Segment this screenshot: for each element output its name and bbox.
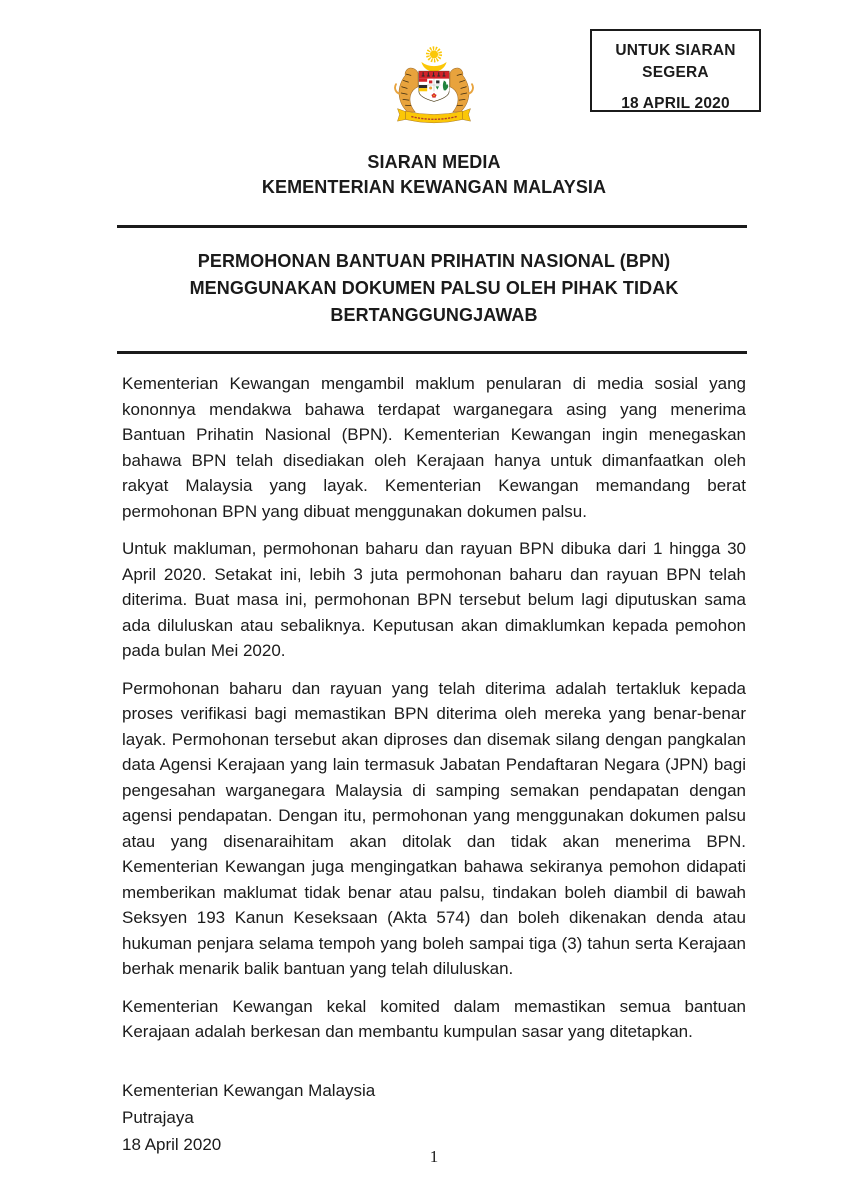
signature-org: Kementerian Kewangan Malaysia xyxy=(122,1080,376,1100)
federal-star-icon xyxy=(428,48,440,60)
page-number: 1 xyxy=(429,1147,439,1166)
masthead-line-1: SIARAN MEDIA xyxy=(367,152,501,172)
signature-block xyxy=(122,1077,746,1158)
divider-rule-bottom xyxy=(117,351,747,354)
release-stamp-box xyxy=(590,29,761,112)
paragraph-3: Permohonan baharu dan rayuan yang telah diterima adalah tertakluk kepada proses verifikasi bagi memastikan BPN diterima oleh mereka yang benar-benar layak. Permohonan tersebut akan diproses dan disemak silang dengan pangkalan data Agensi Kerajaan yang lain termasuk Jabatan Pendaftaran Negara (JPN) bagi pengesahan warganegara Malaysia di samping semakan pendapatan dengan agensi pendapatan. Dengan itu, permohonan yang menggunakan dokumen palsu atau yang disenaraihitam akan ditolak dan tidak akan menerima BPN. Kementerian Kewangan juga mengingatkan bahawa sekiranya pemohon didapati memberikan maklumat tidak benar atau palsu, tindakan boleh diambil di bawah Seksyen 193 Kanun Keseksaan (Akta 574) dan boleh dikenakan denda atau hukuman penjara selama tempoh yang boleh sampai tiga (3) tahun serta Kerajaan berhak menarik balik bantuan yang telah diluluskan. xyxy=(122,678,746,978)
stamp-line-2: SEGERA xyxy=(642,63,709,81)
signature-date: 18 April 2020 xyxy=(122,1134,222,1154)
paragraph-1: Kementerian Kewangan mengambil maklum penularan di media sosial yang kononnya mendakwa bahawa terdapat warganegara asing yang menerima Bantuan Prihatin Nasional (BPN). Kementerian Kewangan ingin menegaskan bahawa BPN telah disediakan oleh Kerajaan hanya untuk dimanfaatkan oleh rakyat Malaysia yang layak. Kementerian Kewangan memandang berat permohonan BPN yang dibuat menggunakan dokumen palsu. xyxy=(122,374,746,521)
masthead-line-2: KEMENTERIAN KEWANGAN MALAYSIA xyxy=(261,177,607,197)
divider-rule-top xyxy=(117,225,747,228)
stamp-line-1: UNTUK SIARAN xyxy=(615,42,736,59)
crescent-icon xyxy=(421,62,446,72)
paragraph-4: Kementerian Kewangan kekal komited dalam memastikan semua bantuan Kerajaan adalah berkesan dan membantu kumpulan sasar yang ditetapkan. xyxy=(122,996,746,1041)
body-text xyxy=(122,371,746,1158)
malaysia-coat-of-arms-logo xyxy=(381,46,487,130)
headline: PERMOHONAN BANTUAN PRIHATIN NASIONAL (BPN) MENGGUNAKAN DOKUMEN PALSU OLEH PIHAK TIDAK BERTANGGUNGJAWAB xyxy=(189,251,679,325)
signature-location: Putrajaya xyxy=(122,1107,194,1127)
paragraph-2: Untuk makluman, permohonan baharu dan rayuan BPN dibuka dari 1 hingga 30 April 2020. Setakat ini, lebih 3 juta permohonan baharu dan rayuan BPN telah diterima. Buat masa ini, permohonan BPN tersebut belum lagi diputuskan sama ada diluluskan atau sebaliknya. Keputusan akan dimaklumkan kepada pemohon pada bulan Mei 2020. xyxy=(122,539,746,660)
stamp-date: 18 APRIL 2020 xyxy=(621,95,730,112)
shield-icon xyxy=(419,71,449,101)
tiger-supporter-icon xyxy=(395,68,418,112)
masthead xyxy=(122,150,746,200)
